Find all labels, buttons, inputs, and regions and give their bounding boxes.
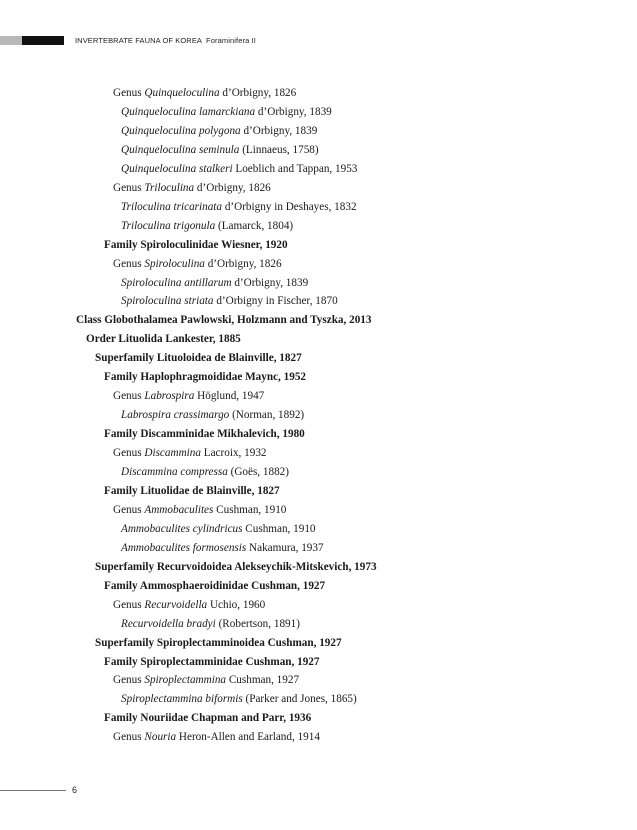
taxon-authority: Heron-Allen and Earland, 1914: [176, 731, 320, 744]
family-entry: [104, 653, 320, 672]
taxon-name: Lituoloidea de Blainville, 1827: [156, 352, 302, 365]
taxon-name: Ammobaculites: [144, 503, 214, 516]
taxon-authority: Nakamura, 1937: [246, 541, 324, 554]
genus-entry: [113, 596, 265, 615]
taxon-name: Spiroplectamminoidea Cushman, 1927: [156, 636, 342, 649]
taxon-authority: d’Orbigny, 1839: [255, 105, 332, 118]
species-entry: [121, 141, 319, 160]
taxon-name: Spiroplectammina: [144, 674, 227, 687]
species-entry: [121, 539, 324, 558]
taxon-name: Lituolidae de Blainville, 1827: [140, 484, 280, 497]
taxon-authority: d’Orbigny, 1839: [231, 276, 309, 289]
rank-label: Family: [104, 371, 141, 384]
taxon-authority: Uchio, 1960: [207, 598, 266, 611]
book-title: INVERTEBRATE FAUNA OF KOREA: [75, 36, 203, 45]
header-black-bar: [22, 36, 64, 45]
taxon-authority: d’Orbigny in Deshayes, 1832: [222, 200, 357, 213]
taxon-authority: Cushman, 1910: [242, 522, 316, 535]
taxon-name: Spiroplectammina biformis: [121, 693, 243, 706]
taxon-name: Spiroloculina striata: [121, 295, 214, 308]
rank-label: Family: [104, 238, 141, 251]
genus-entry: [113, 179, 271, 198]
rank-label: Genus: [113, 503, 145, 516]
taxon-authority: Cushman, 1910: [213, 503, 287, 516]
order-entry: [86, 330, 241, 349]
rank-label: Superfamily: [95, 636, 157, 649]
taxon-authority: (Goës, 1882): [227, 466, 290, 478]
family-entry: [104, 368, 306, 387]
rank-label: Genus: [113, 257, 145, 270]
taxon-name: Discammina compressa: [121, 466, 228, 478]
rank-label: Family: [104, 579, 140, 592]
rank-label: Genus: [113, 674, 145, 687]
taxon-name: Quinqueloculina polygona: [121, 124, 241, 137]
species-entry: [121, 690, 357, 709]
genus-entry: [113, 728, 320, 747]
rank-label: Genus: [113, 390, 145, 403]
footer-rule: [0, 790, 66, 791]
rank-label: Family: [104, 484, 141, 497]
genus-entry: [113, 255, 282, 274]
taxon-name: Triloculina: [144, 181, 195, 194]
species-entry: [121, 122, 317, 141]
family-entry: [104, 709, 311, 728]
taxon-name: Labrospira crassimargo: [121, 409, 230, 422]
taxon-name: Recurvoidella bradyi: [121, 617, 216, 630]
taxon-authority: Höglund, 1947: [194, 390, 265, 403]
rank-label: Genus: [113, 87, 145, 99]
family-entry: [104, 425, 305, 444]
taxon-authority: d’Orbigny, 1826: [204, 257, 282, 270]
species-entry: [121, 160, 357, 179]
taxon-name: Spiroloculinidae Wiesner, 1920: [140, 238, 288, 251]
taxon-name: Ammobaculites cylindricus: [121, 522, 243, 535]
rank-label: Genus: [113, 447, 145, 460]
taxon-authority: Cushman, 1927: [226, 674, 300, 687]
taxon-name: Ammobaculites formosensis: [121, 541, 247, 554]
rank-label: Class: [76, 314, 105, 327]
rank-label: Superfamily: [95, 560, 157, 573]
rank-label: Genus: [113, 181, 145, 194]
taxon-authority: d’Orbigny, 1826: [219, 87, 297, 99]
taxon-name: Discammina: [144, 447, 201, 460]
taxon-authority: (Norman, 1892): [229, 409, 305, 422]
taxon-name: Quinqueloculina stalkeri: [121, 162, 233, 175]
taxon-name: Triloculina tricarinata: [121, 200, 223, 213]
taxon-name: Quinqueloculina lamarckiana: [121, 105, 256, 118]
taxon-name: Labrospira: [144, 390, 195, 403]
species-entry: [121, 615, 300, 634]
rank-label: Family: [104, 655, 141, 668]
rank-label: Superfamily: [95, 352, 157, 365]
page-number: 6: [72, 785, 78, 795]
taxon-authority: (Linnaeus, 1758): [239, 143, 319, 156]
taxon-name: Nouriidae Chapman and Parr, 1936: [140, 712, 312, 725]
family-entry: [104, 482, 280, 501]
superfamily-entry: [95, 558, 377, 577]
taxon-name: Nouria: [144, 731, 177, 744]
taxon-authority: (Robertson, 1891): [215, 617, 300, 630]
genus-entry: [113, 671, 299, 690]
rank-label: Family: [104, 428, 141, 441]
taxon-name: Recurvoidella: [144, 598, 208, 611]
taxon-authority: d’Orbigny, 1839: [240, 124, 318, 137]
taxon-name: Ammosphaeroidinidae Cushman, 1927: [139, 579, 326, 592]
taxon-authority: d’Orbigny in Fischer, 1870: [213, 295, 338, 308]
header-gray-bar: [0, 36, 22, 45]
superfamily-entry: [95, 349, 302, 368]
taxon-name: Globothalamea Pawlowski, Holzmann and Tyszka, 2013: [104, 314, 372, 327]
taxon-authority: Lacroix, 1932: [200, 447, 267, 460]
species-entry: [121, 463, 289, 482]
rank-label: Genus: [113, 731, 145, 744]
taxon-authority: (Lamarck, 1804): [215, 219, 294, 232]
genus-entry: [113, 84, 296, 103]
rank-label: Genus: [113, 598, 145, 611]
genus-entry: [113, 444, 267, 463]
taxon-name: Triloculina trigonula: [121, 219, 216, 232]
superfamily-entry: [95, 634, 342, 653]
species-entry: [121, 292, 338, 311]
species-entry: [121, 520, 316, 539]
family-entry: [104, 577, 325, 596]
species-entry: [121, 406, 304, 425]
taxon-name: Haplophragmoididae Maync, 1952: [140, 371, 307, 384]
taxon-authority: Loeblich and Tappan, 1953: [232, 162, 358, 175]
series-title: Foraminifera II: [206, 36, 256, 45]
species-entry: [121, 217, 293, 236]
taxon-name: Spiroloculina antillarum: [121, 276, 232, 289]
taxon-name: Spiroloculina: [144, 257, 205, 270]
genus-entry: [113, 501, 286, 520]
rank-label: Order: [86, 333, 119, 346]
taxon-name: Spiroplectamminidae Cushman, 1927: [140, 655, 320, 668]
class-entry: [76, 311, 372, 330]
taxon-name: Quinqueloculina: [144, 87, 220, 99]
taxon-name: Recurvoidoidea Alekseychik-Mitskevich, 1973: [156, 560, 377, 573]
taxon-name: Lituolida Lankester, 1885: [118, 333, 241, 346]
taxon-name: Discamminidae Mikhalevich, 1980: [140, 428, 305, 441]
taxon-authority: (Parker and Jones, 1865): [242, 693, 357, 706]
family-entry: [104, 236, 288, 255]
rank-label: Family: [104, 712, 141, 725]
species-entry: [121, 103, 332, 122]
species-entry: [121, 274, 308, 293]
taxon-name: Quinqueloculina seminula: [121, 143, 240, 156]
genus-entry: [113, 387, 264, 406]
species-entry: [121, 198, 357, 217]
running-header: [75, 36, 256, 46]
taxon-authority: d’Orbigny, 1826: [194, 181, 271, 194]
